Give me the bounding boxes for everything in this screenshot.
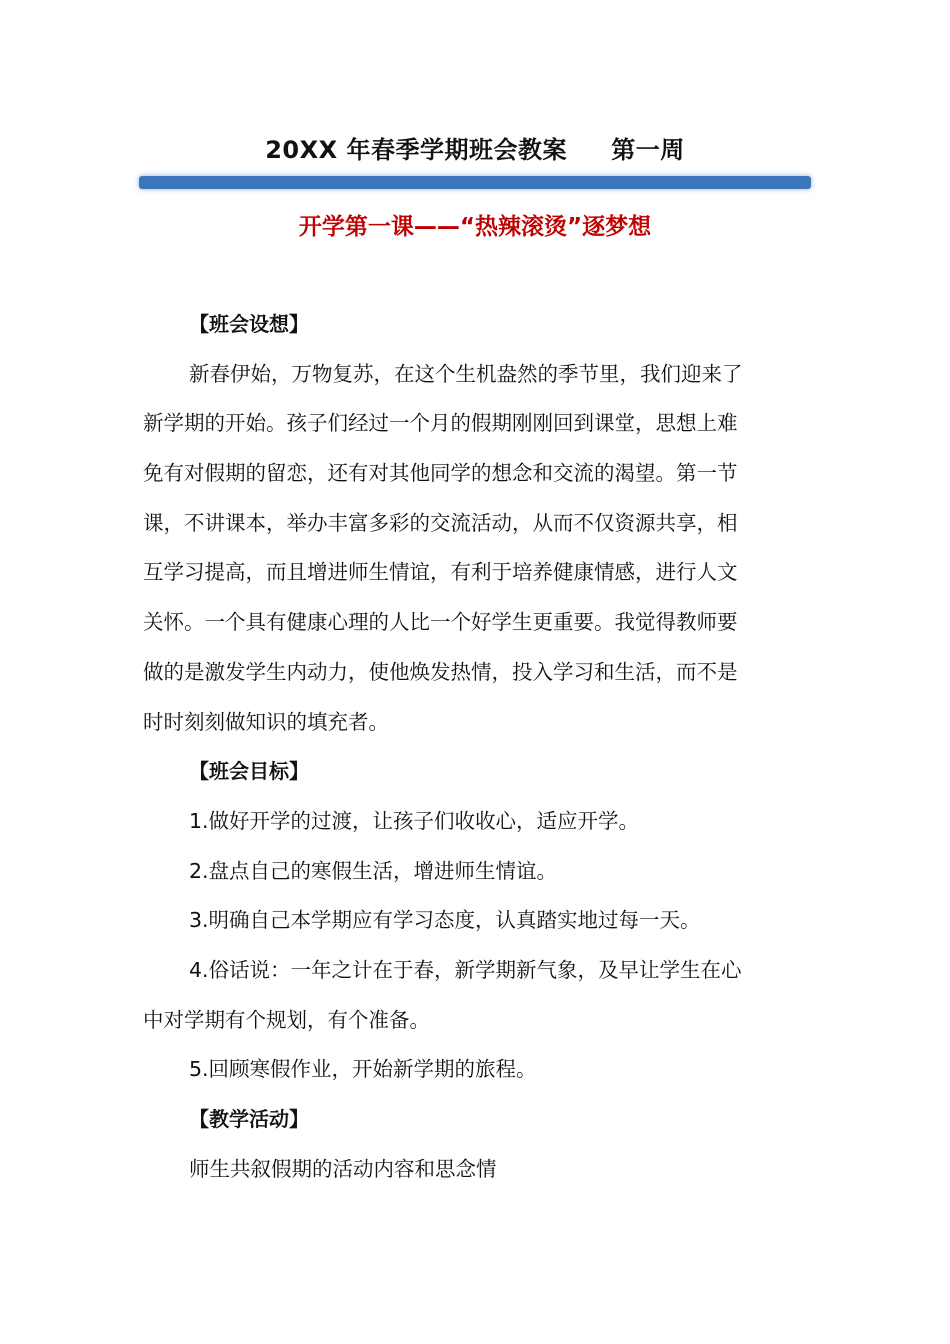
goal-item: 1.做好开学的过渡，让孩子们收收心，适应开学。 — [189, 808, 640, 833]
goal-item: 3.明确自己本学期应有学习态度，认真踏实地过每一天。 — [189, 908, 701, 933]
paragraph-line: 师生共叙假期的活动内容和思念情 — [189, 1156, 497, 1181]
section-heading-goals: 【班会目标】 — [189, 759, 309, 784]
goal-item: 5.回顾寒假作业，开始新学期的旅程。 — [189, 1057, 537, 1082]
paragraph-line: 免有对假期的留恋，还有对其他同学的想念和交流的渴望。第一节 — [143, 461, 738, 486]
section-heading-design: 【班会设想】 — [189, 312, 309, 336]
document-subtitle: 开学第一课——“热辣滚烫”逐梦想 — [298, 214, 652, 240]
document-title: 20XX 年春季学期班会教案 第一周 — [265, 136, 685, 164]
goal-item: 4.俗话说：一年之计在于春，新学期新气象，及早让学生在心 — [189, 957, 742, 982]
paragraph-line: 互学习提高，而且增进师生情谊，有利于培养健康情感，进行人文 — [143, 560, 738, 585]
paragraph-line: 课，不讲课本，举办丰富多彩的交流活动，从而不仅资源共享，相 — [143, 510, 738, 535]
paragraph-line: 时时刻刻做知识的填充者。 — [143, 709, 389, 734]
section-heading-activities: 【教学活动】 — [189, 1107, 309, 1131]
paragraph-line: 新学期的开始。孩子们经过一个月的假期刚刚回到课堂，思想上难 — [143, 411, 738, 436]
goal-item: 2.盘点自己的寒假生活，增进师生情谊。 — [189, 858, 558, 883]
title-underline-bar — [139, 176, 811, 189]
paragraph-line: 关怀。一个具有健康心理的人比一个好学生更重要。我觉得教师要 — [143, 610, 738, 635]
goal-item-continuation: 中对学期有个规划，有个准备。 — [143, 1007, 430, 1032]
document-body — [143, 300, 807, 1194]
paragraph-line: 做的是激发学生内动力，使他焕发热情，投入学习和生活，而不是 — [143, 659, 738, 684]
paragraph-line: 新春伊始，万物复苏，在这个生机盎然的季节里，我们迎来了 — [189, 361, 743, 386]
